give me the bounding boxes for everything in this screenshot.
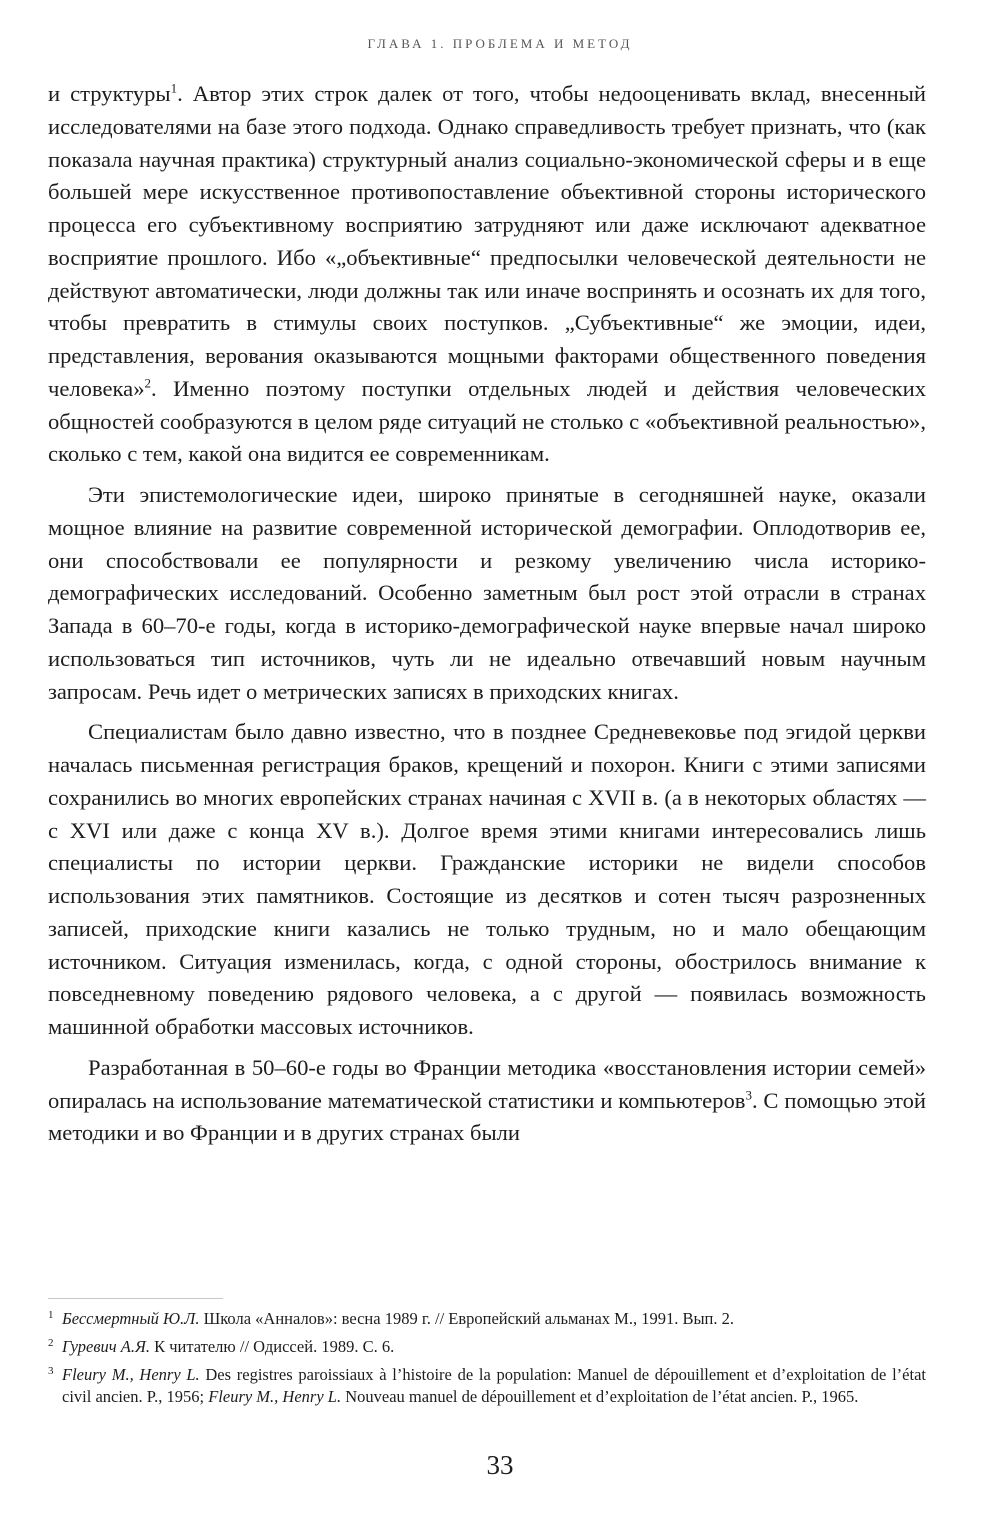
text-run: . Автор этих строк далек от того, чтобы недооценивать вклад, внесенный исследователями на базе этого подхода. Однако справедливость требует признать, что (как показала научная практика) структурный анализ социально-экономической сферы и в еще большей мере искусственное противопоставление объективной стороны исторического процесса его субъективному восприятию затрудняют или даже исключают адекватное восприятие прошлого. Ибо «„объективные“ предпосылки человеческой деятельности не действуют автоматически, люди должны так или иначе воспринять и осознать их для того, чтобы превратить в стимулы своих поступков. „Субъективные“ же эмоции, идеи, представления, верования оказываются мощными факторами общественного поведения человека» [48, 81, 927, 401]
paragraph-4 [48, 1052, 926, 1150]
footnote-ref: 1 [170, 80, 178, 96]
text-run: Разработанная в 50–60-е годы во Франции методика «восстановления истории семей» опиралась на использование математической статистики и компьютеров [48, 1054, 926, 1113]
footnote-ref: 2 [144, 375, 151, 391]
running-head: ГЛАВА 1. ПРОБЛЕМА И МЕТОД [367, 36, 633, 51]
paragraph-2 [48, 479, 926, 708]
author-name: Fleury M., Henry L. [62, 1365, 200, 1384]
text-run: и структуры [48, 81, 171, 106]
footnote-2: 2 Гуревич А.Я. К читателю // Одиссей. 1989. С. 6. [48, 1336, 395, 1356]
paragraph-1 [48, 78, 926, 471]
author-name: Fleury M., Henry L. [208, 1387, 342, 1406]
author-name: Гуревич А.Я. [62, 1337, 150, 1356]
text-run: Школа «Анналов»: весна 1989 г. // Европейский альманах М., 1991. Вып. 2. [199, 1309, 735, 1328]
footnote-ref: 3 [745, 1086, 752, 1102]
text-run: Des registres paroissiaux à l’histoire de la population: Manuel de dépouillement et d’exploitation de l’état civil ancien. P., 1956; [62, 1365, 926, 1406]
main-text [48, 78, 926, 1150]
footnotes [48, 1308, 926, 1414]
text-run: . Именно поэтому поступки отдельных людей и действия человеческих общностей сообразуются в целом ряде ситуаций не столько с «объективной реальностью», сколько с тем, какой она видится ее современникам. [48, 375, 926, 467]
footnote-1: 1 Бессмертный Ю.Л. Школа «Анналов»: весна 1989 г. // Европейский альманах М., 1991. Вып. 2. [48, 1308, 735, 1328]
text-run: Эти эпистемологические идеи, широко принятые в сегодняшней науке, оказали мощное влияние на развитие современной исторической демографии. Оплодотворив ее, они способствовали ее популярности и резкому увеличению числа историко-демографических исследований. Особенно заметным был рост этой отрасли в странах Запада в 60–70-е годы, когда в историко-демографической науке впервые начал широко использоваться тип источников, чуть ли не идеально отвечавший новым научным запросам. Речь идет о метрических записях в приходских книгах. [48, 482, 926, 704]
text-run: . С помощью этой методики и во Франции и в других странах были [48, 1087, 926, 1146]
footnote-divider [48, 1298, 223, 1299]
text-run: К читателю // Одиссей. 1989. С. 6. [149, 1337, 395, 1356]
footnote-3: 3 Fleury M., Henry L. Des registres paroissiaux à l’histoire de la population: Manuel de dépouillement et d’exploitation de l’état civil ancien. P., 1956; Fleury M., Henry L. Nouveau manuel de dépouillement et d’exploitation de l’état ancien. P., 1965. [48, 1364, 926, 1406]
page-number: 33 [486, 1450, 514, 1480]
paragraph-3 [48, 716, 926, 1044]
text-run: Nouveau manuel de dépouillement et d’exploitation de l’état ancien. P., 1965. [341, 1387, 859, 1406]
author-name: Бессмертный Ю.Л. [62, 1309, 200, 1328]
text-run: Специалистам было давно известно, что в позднее Средневековье под эгидой церкви началась письменная регистрация браков, крещений и похорон. Книги с этими записями сохранились во многих европейских странах начиная с XVII в. (а в некоторых областях — с XVI или даже с конца XV в.). Долгое время этими книгами интересовались лишь специалисты по истории церкви. Гражданские историки не видели способов использования этих памятников. Состоящие из десятков и сотен тысяч разрозненных записей, приходские книги казались не только трудным, но и мало обещающим источником. Ситуация изменилась, когда, с одной стороны, обострилось внимание к повседневному поведению рядового человека, а с другой — появилась возможность машинной обработки массовых источников. [48, 719, 926, 1039]
